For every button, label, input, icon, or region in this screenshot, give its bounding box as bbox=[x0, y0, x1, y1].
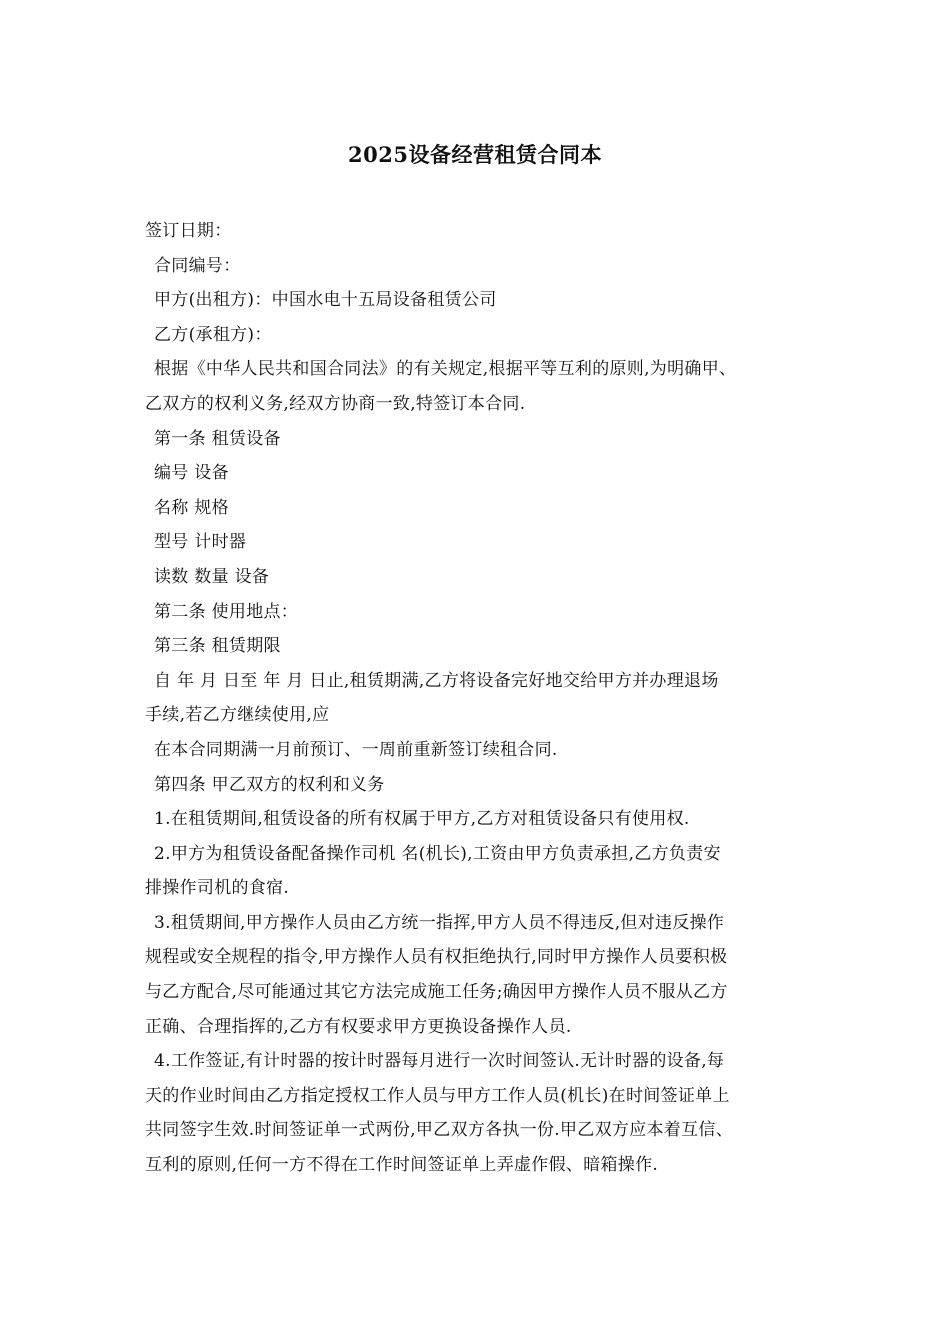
party-a-line: 甲方(出租方)：中国水电十五局设备租赁公司 bbox=[154, 290, 497, 311]
clause-line: 天的作业时间由乙方指定授权工作人员与甲方工作人员(机长)在时间签证单上 bbox=[145, 1085, 730, 1106]
article-heading: 第三条 租赁期限 bbox=[154, 636, 281, 657]
clause-line: 排操作司机的食宿. bbox=[145, 878, 290, 899]
equipment-field-line: 型号 计时器 bbox=[154, 532, 247, 553]
contract-number-line: 合同编号： bbox=[154, 255, 241, 276]
clause-line: 共同签字生效.时间签证单一式两份,甲乙双方各执一份.甲乙双方应本着互信、 bbox=[145, 1120, 734, 1141]
clause-line: 规程或安全规程的指令,甲方操作人员有权拒绝执行,同时甲方操作人员要积极 bbox=[145, 947, 728, 968]
article-heading: 第二条 使用地点： bbox=[154, 601, 299, 622]
signing-date-line: 签订日期： bbox=[145, 221, 232, 241]
equipment-field-line: 读数 数量 设备 bbox=[154, 566, 270, 587]
equipment-field-line: 名称 规格 bbox=[154, 497, 229, 518]
party-b-line: 乙方(承租方)： bbox=[154, 324, 272, 345]
preamble-line: 乙双方的权利义务,经双方协商一致,特签订本合同. bbox=[145, 393, 526, 414]
clause-line: 4.工作签证,有计时器的按计时器每月进行一次时间签认.无计时器的设备,每 bbox=[154, 1051, 725, 1072]
clause-line: 1.在租赁期间,租赁设备的所有权属于甲方,乙方对租赁设备只有使用权. bbox=[154, 809, 690, 830]
document-title: 2025设备经营租赁合同本 bbox=[348, 142, 602, 167]
equipment-field-line: 编号 设备 bbox=[154, 463, 229, 484]
article-heading: 第四条 甲乙双方的权利和义务 bbox=[154, 774, 385, 795]
article-heading: 第一条 租赁设备 bbox=[154, 428, 281, 449]
clause-line: 正确、合理指挥的,乙方有权要求甲方更换设备操作人员. bbox=[145, 1016, 572, 1037]
clause-line: 2.甲方为租赁设备配备操作司机 名(机长),工资由甲方负责承担,乙方负责安 bbox=[154, 843, 721, 864]
clause-line: 与乙方配合,尽可能通过其它方法完成施工任务;确因甲方操作人员不服从乙方 bbox=[145, 982, 728, 1003]
preamble-line: 根据《中华人民共和国合同法》的有关规定,根据平等互利的原则,为明确甲、 bbox=[154, 359, 737, 380]
clause-line: 3.租赁期间,甲方操作人员由乙方统一指挥,甲方人员不得违反,但对违反操作 bbox=[154, 912, 725, 933]
clause-line: 互利的原则,任何一方不得在工作时间签证单上弄虚作假、暗箱操作. bbox=[145, 1155, 659, 1176]
lease-term-line: 手续,若乙方继续使用,应 bbox=[145, 705, 330, 726]
document-body bbox=[145, 214, 810, 1183]
lease-term-line: 在本合同期满一月前预订、一周前重新签订续租合同. bbox=[154, 739, 558, 760]
lease-term-line: 自 年 月 日至 年 月 日止,租赁期满,乙方将设备完好地交给甲方并办理退场 bbox=[154, 670, 719, 691]
